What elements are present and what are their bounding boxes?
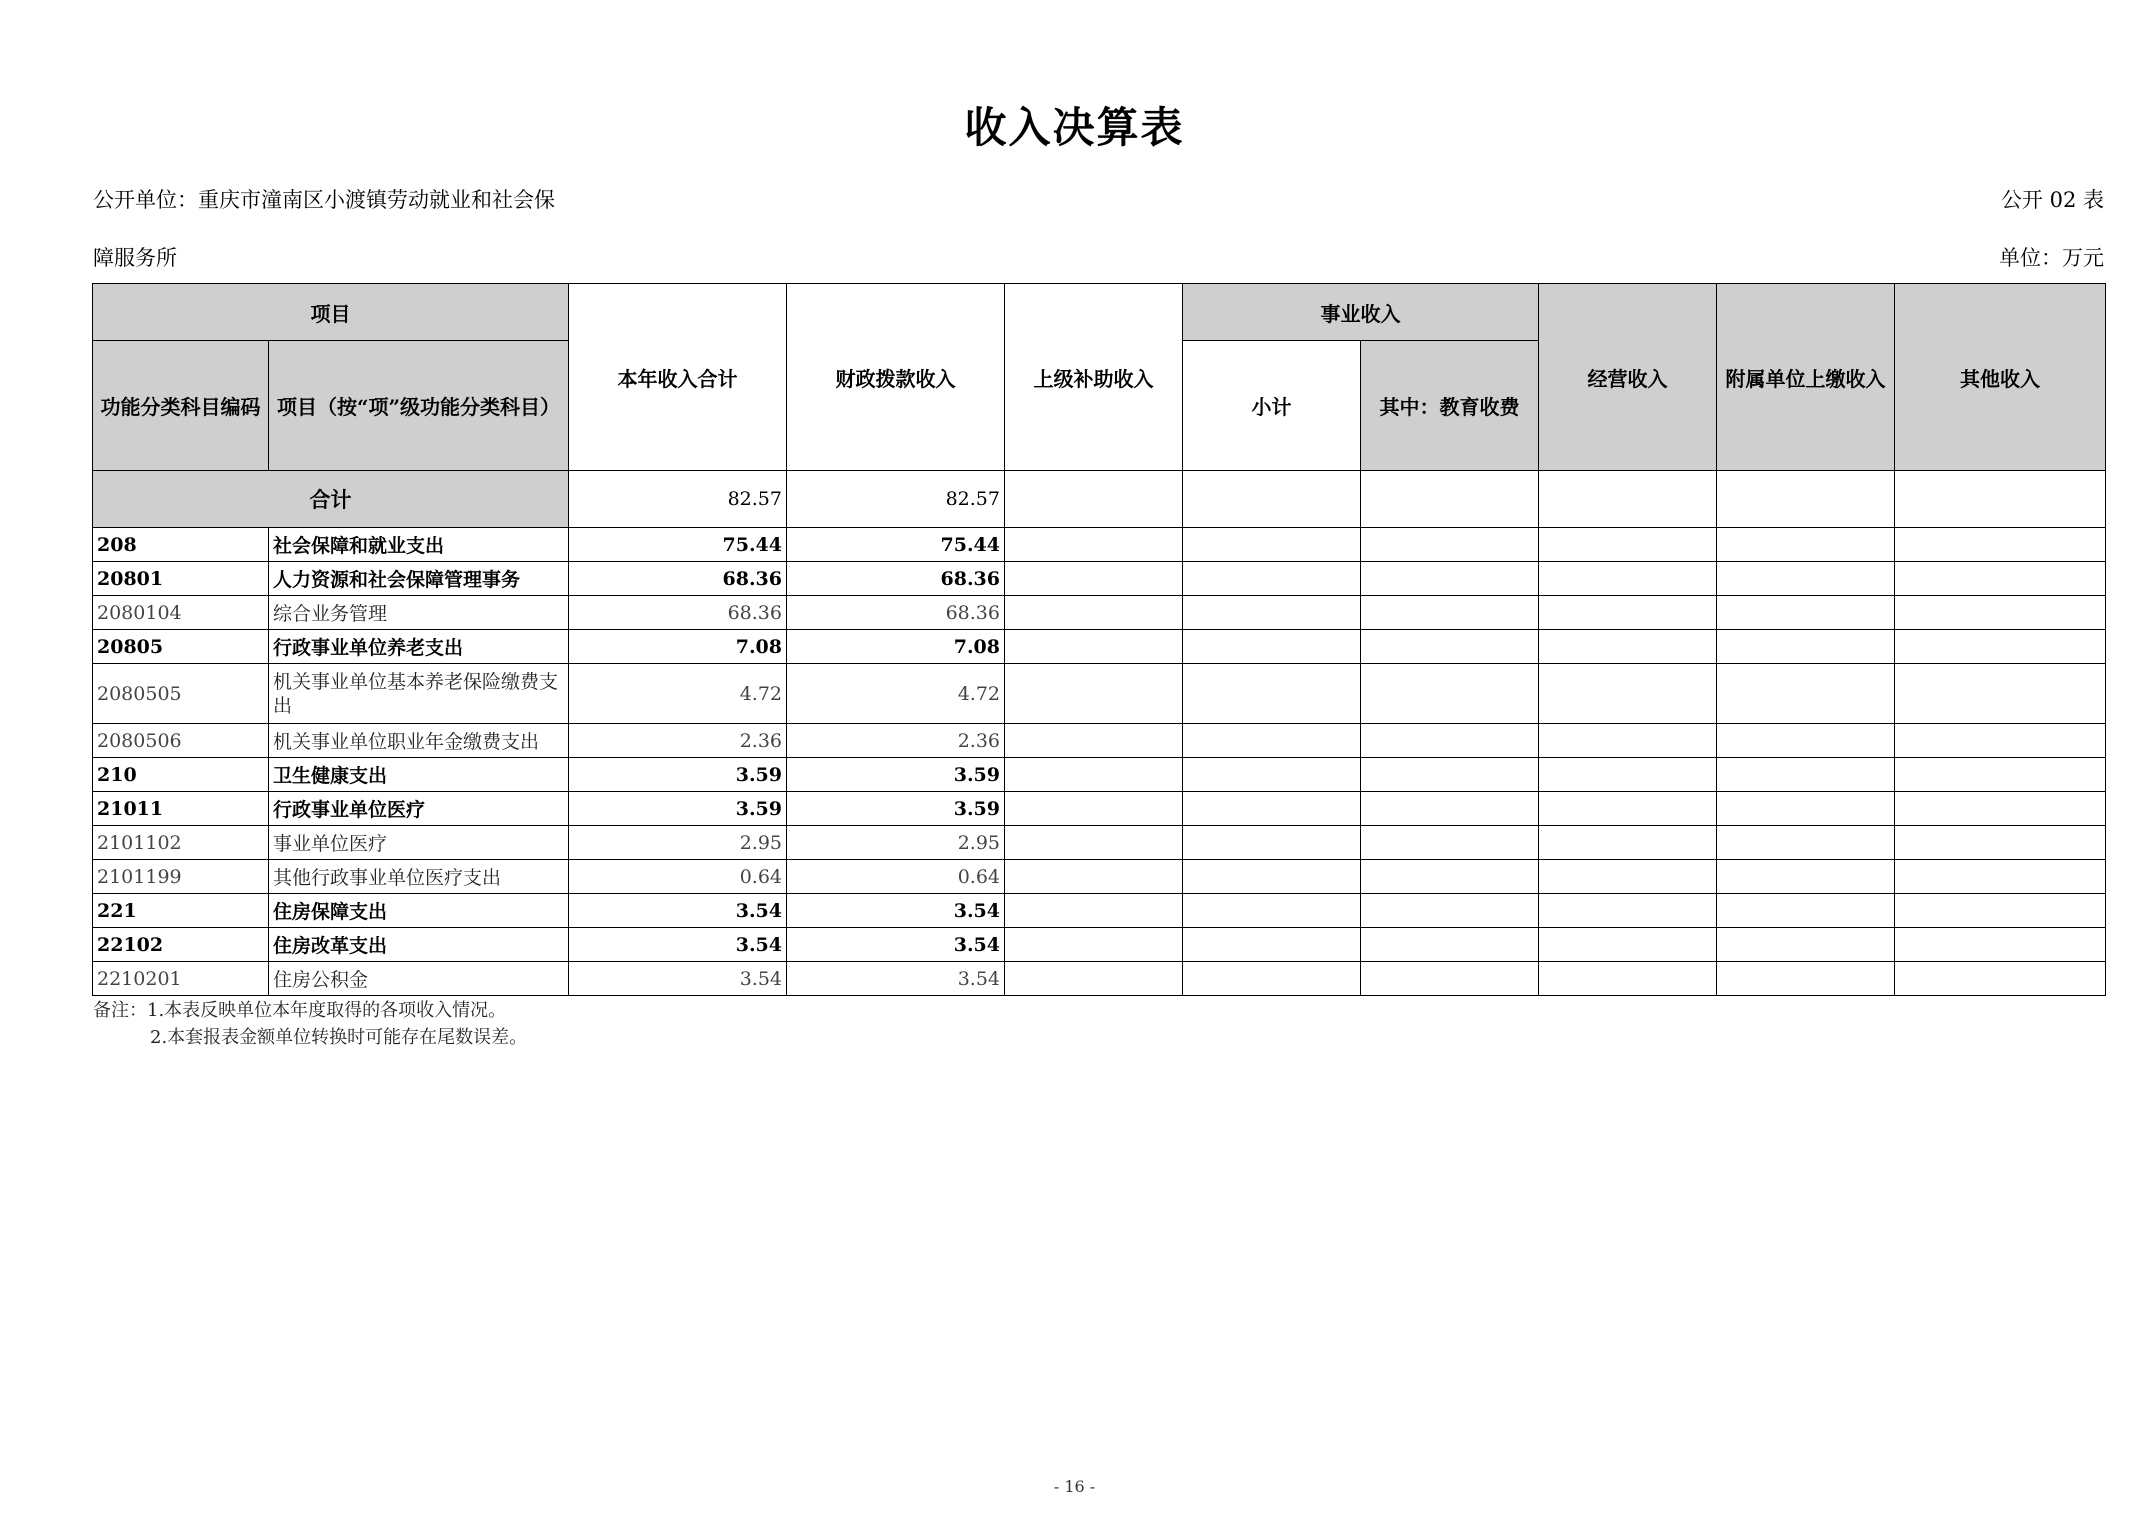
header-business: 事业收入	[1183, 284, 1539, 341]
row-fiscal: 4.72	[787, 664, 1005, 724]
summary-label: 合计	[93, 471, 569, 528]
header-project: 项目	[93, 284, 569, 341]
row-name: 综合业务管理	[269, 596, 569, 630]
row-name: 行政事业单位医疗	[269, 792, 569, 826]
row-total: 68.36	[569, 596, 787, 630]
row-name: 机关事业单位基本养老保险缴费支出	[269, 664, 569, 724]
row-fiscal: 2.95	[787, 826, 1005, 860]
table-number: 公开 02 表	[2000, 188, 2104, 212]
table-row	[93, 758, 2106, 792]
row-code: 21011	[93, 792, 269, 826]
row-total: 2.95	[569, 826, 787, 860]
header-other: 其他收入	[1895, 284, 2106, 471]
row-name: 人力资源和社会保障管理事务	[269, 562, 569, 596]
header-fiscal: 财政拨款收入	[787, 284, 1005, 471]
row-fiscal: 7.08	[787, 630, 1005, 664]
header-code: 功能分类科目编码	[93, 341, 269, 471]
row-code: 20801	[93, 562, 269, 596]
row-code: 20805	[93, 630, 269, 664]
row-name: 行政事业单位养老支出	[269, 630, 569, 664]
table-row	[93, 894, 2106, 928]
header-edu: 其中：教育收费	[1361, 341, 1539, 471]
row-code: 221	[93, 894, 269, 928]
row-name: 住房公积金	[269, 962, 569, 996]
row-name: 住房保障支出	[269, 894, 569, 928]
table-row	[93, 792, 2106, 826]
row-total: 7.08	[569, 630, 787, 664]
row-total: 3.54	[569, 928, 787, 962]
row-total: 2.36	[569, 724, 787, 758]
row-fiscal: 3.54	[787, 894, 1005, 928]
table-row	[93, 962, 2106, 996]
row-name: 机关事业单位职业年金缴费支出	[269, 724, 569, 758]
page-number: - 16 -	[1053, 1477, 1096, 1496]
row-name: 事业单位医疗	[269, 826, 569, 860]
row-code: 2080505	[93, 664, 269, 724]
summary-total: 82.57	[569, 471, 787, 528]
table-row	[93, 826, 2106, 860]
income-table	[92, 283, 2106, 996]
row-total: 4.72	[569, 664, 787, 724]
row-code: 22102	[93, 928, 269, 962]
row-name: 社会保障和就业支出	[269, 528, 569, 562]
row-fiscal: 68.36	[787, 562, 1005, 596]
header-affiliated: 附属单位上缴收入	[1717, 284, 1895, 471]
row-code: 2080506	[93, 724, 269, 758]
header-superior: 上级补助收入	[1005, 284, 1183, 471]
table-row	[93, 630, 2106, 664]
row-fiscal: 2.36	[787, 724, 1005, 758]
summary-fiscal: 82.57	[787, 471, 1005, 528]
row-fiscal: 68.36	[787, 596, 1005, 630]
row-total: 0.64	[569, 860, 787, 894]
row-name: 卫生健康支出	[269, 758, 569, 792]
header-subtotal: 小计	[1183, 341, 1361, 471]
table-row	[93, 860, 2106, 894]
row-code: 2101199	[93, 860, 269, 894]
row-fiscal: 3.59	[787, 792, 1005, 826]
row-fiscal: 75.44	[787, 528, 1005, 562]
row-fiscal: 3.54	[787, 962, 1005, 996]
row-fiscal: 0.64	[787, 860, 1005, 894]
row-code: 2080104	[93, 596, 269, 630]
header-name: 项目（按“项”级功能分类科目）	[269, 341, 569, 471]
header-operating: 经营收入	[1539, 284, 1717, 471]
table-row	[93, 562, 2106, 596]
page-title: 收入决算表	[964, 103, 1185, 152]
table-row	[93, 928, 2106, 962]
row-total: 75.44	[569, 528, 787, 562]
reporting-unit-line1: 公开单位：重庆市潼南区小渡镇劳动就业和社会保	[93, 188, 555, 212]
row-total: 3.54	[569, 894, 787, 928]
table-row	[93, 528, 2106, 562]
row-code: 2210201	[93, 962, 269, 996]
row-code: 208	[93, 528, 269, 562]
reporting-unit-line2: 障服务所	[93, 246, 177, 270]
money-unit: 单位：万元	[1999, 246, 2104, 270]
row-code: 2101102	[93, 826, 269, 860]
row-name: 其他行政事业单位医疗支出	[269, 860, 569, 894]
table-row	[93, 596, 2106, 630]
table-row	[93, 724, 2106, 758]
table-row	[93, 664, 2106, 724]
header-total: 本年收入合计	[569, 284, 787, 471]
row-total: 3.59	[569, 758, 787, 792]
row-code: 210	[93, 758, 269, 792]
row-total: 68.36	[569, 562, 787, 596]
summary-row	[93, 471, 2106, 528]
row-fiscal: 3.54	[787, 928, 1005, 962]
row-total: 3.59	[569, 792, 787, 826]
note-line-2: 2.本套报表金额单位转换时可能存在尾数误差。	[150, 1027, 528, 1048]
row-fiscal: 3.59	[787, 758, 1005, 792]
row-name: 住房改革支出	[269, 928, 569, 962]
row-total: 3.54	[569, 962, 787, 996]
note-line-1: 备注：1.本表反映单位本年度取得的各项收入情况。	[93, 1000, 507, 1021]
